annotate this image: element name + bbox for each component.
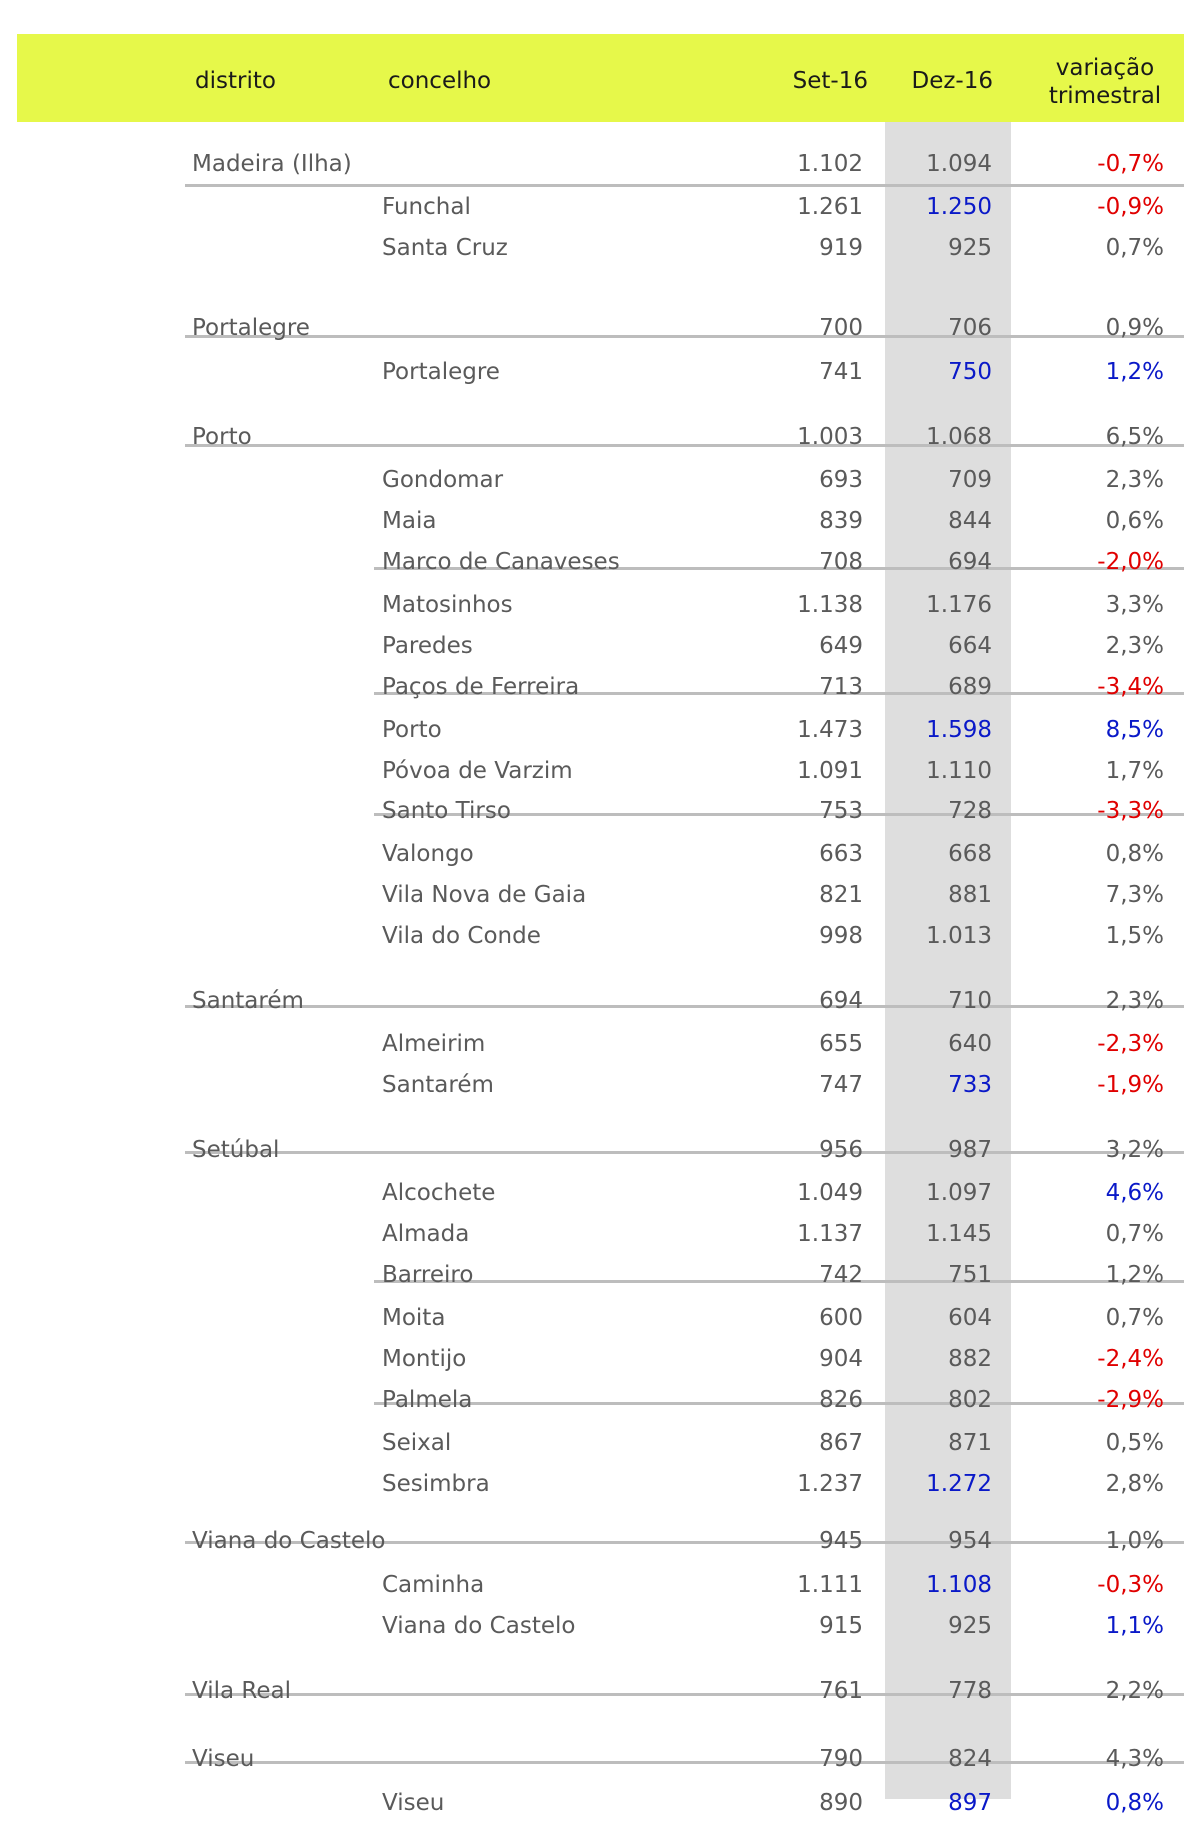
dez-16-cell: 604 (948, 1305, 992, 1331)
table-header (17, 34, 1184, 122)
set-16-cell: 904 (819, 1346, 863, 1372)
concelho-cell: Viana do Castelo (382, 1613, 576, 1639)
set-16-cell: 945 (819, 1528, 863, 1554)
dez-16-cell: 925 (948, 235, 992, 261)
variacao-cell: 8,5% (1105, 717, 1164, 743)
set-16-cell: 655 (819, 1031, 863, 1057)
dez-16-cell: 1.110 (926, 758, 992, 784)
table-row (0, 1256, 1200, 1296)
concelho-cell: Montijo (382, 1346, 467, 1372)
concelho-cell: Póvoa de Varzim (382, 758, 573, 784)
set-16-cell: 708 (819, 549, 863, 575)
table-row (0, 353, 1200, 393)
dez-16-cell: 1.272 (926, 1471, 992, 1497)
dez-16-cell: 954 (948, 1528, 992, 1554)
set-16-cell: 600 (819, 1305, 863, 1331)
dez-16-cell: 664 (948, 633, 992, 659)
distrito-cell: Viseu (192, 1746, 255, 1772)
variacao-cell: 1,2% (1105, 359, 1164, 385)
dez-16-cell: 987 (948, 1137, 992, 1163)
concelho-cell: Santarém (382, 1072, 494, 1098)
variacao-cell: 4,6% (1105, 1180, 1164, 1206)
set-16-cell: 753 (819, 798, 863, 824)
variacao-cell: 2,3% (1105, 633, 1164, 659)
set-16-cell: 826 (819, 1387, 863, 1413)
dez-16-cell: 881 (948, 882, 992, 908)
table-row (0, 876, 1200, 916)
concelho-cell: Gondomar (382, 467, 504, 493)
table-row (0, 917, 1200, 957)
variacao-cell: 1,7% (1105, 758, 1164, 784)
variacao-cell: 1,5% (1105, 923, 1164, 949)
dez-16-cell: 1.598 (926, 717, 992, 743)
variacao-cell: 2,3% (1105, 988, 1164, 1014)
set-16-cell: 663 (819, 841, 863, 867)
concelho-cell: Palmela (382, 1387, 473, 1413)
header-variacao-line1: variação (1055, 55, 1155, 81)
set-16-cell: 742 (819, 1262, 863, 1288)
distrito-cell: Setúbal (192, 1137, 280, 1163)
variacao-cell: 2,2% (1105, 1678, 1164, 1704)
table-row (0, 229, 1200, 269)
header-distrito: distrito (195, 68, 276, 94)
table-row (0, 792, 1200, 832)
variacao-cell: 4,3% (1105, 1746, 1164, 1772)
concelho-cell: Valongo (382, 841, 474, 867)
variacao-cell: 0,9% (1105, 315, 1164, 341)
set-16-cell: 1.102 (797, 151, 863, 177)
set-16-cell: 890 (819, 1790, 863, 1816)
set-16-cell: 1.237 (797, 1471, 863, 1497)
table-row (0, 982, 1200, 1022)
table-row (0, 1299, 1200, 1339)
dez-16-cell: 689 (948, 674, 992, 700)
table-row (0, 461, 1200, 501)
variacao-cell: 2,3% (1105, 467, 1164, 493)
variacao-cell: 7,3% (1105, 882, 1164, 908)
table-row (0, 188, 1200, 228)
variacao-cell: -1,9% (1097, 1072, 1164, 1098)
table-row (0, 1215, 1200, 1255)
variacao-cell: -2,9% (1097, 1387, 1164, 1413)
dez-16-cell: 1.094 (926, 151, 992, 177)
table-row (0, 1607, 1200, 1647)
table-row (0, 1672, 1200, 1712)
dez-16-cell: 1.068 (926, 424, 992, 450)
concelho-cell: Porto (382, 717, 442, 743)
table-row (0, 1174, 1200, 1214)
concelho-cell: Vila do Conde (382, 923, 541, 949)
table-row (0, 502, 1200, 542)
concelho-cell: Alcochete (382, 1180, 496, 1206)
set-16-cell: 821 (819, 882, 863, 908)
dez-16-cell: 925 (948, 1613, 992, 1639)
dez-16-cell: 897 (948, 1790, 992, 1816)
variacao-cell: 2,8% (1105, 1471, 1164, 1497)
variacao-cell: -2,4% (1097, 1346, 1164, 1372)
table-row (0, 1784, 1200, 1824)
header-dez-16: Dez-16 (911, 68, 993, 94)
table-row (0, 835, 1200, 875)
dez-16-cell: 1.145 (926, 1221, 992, 1247)
set-16-cell: 919 (819, 235, 863, 261)
variacao-cell: -3,4% (1097, 674, 1164, 700)
variacao-cell: 0,8% (1105, 841, 1164, 867)
table-row (0, 586, 1200, 626)
concelho-cell: Sesimbra (382, 1471, 490, 1497)
dez-16-cell: 706 (948, 315, 992, 341)
variacao-cell: 0,7% (1105, 235, 1164, 261)
concelho-cell: Moita (382, 1305, 446, 1331)
set-16-cell: 700 (819, 315, 863, 341)
dez-16-cell: 640 (948, 1031, 992, 1057)
set-16-cell: 790 (819, 1746, 863, 1772)
table-row (0, 1465, 1200, 1505)
header-concelho: concelho (388, 68, 492, 94)
table-row (0, 1025, 1200, 1065)
concelho-cell: Seixal (382, 1430, 452, 1456)
dez-16-cell: 871 (948, 1430, 992, 1456)
concelho-cell: Paços de Ferreira (382, 674, 580, 700)
dez-16-cell: 750 (948, 359, 992, 385)
distrito-cell: Viana do Castelo (192, 1528, 386, 1554)
concelho-cell: Vila Nova de Gaia (382, 882, 587, 908)
variacao-cell: -0,7% (1097, 151, 1164, 177)
concelho-cell: Caminha (382, 1572, 485, 1598)
header-set-16: Set-16 (792, 68, 868, 94)
variacao-cell: 1,0% (1105, 1528, 1164, 1554)
dez-16-cell: 694 (948, 549, 992, 575)
variacao-cell: 3,3% (1105, 592, 1164, 618)
set-16-cell: 693 (819, 467, 863, 493)
table-row (0, 1522, 1200, 1562)
set-16-cell: 867 (819, 1430, 863, 1456)
table-row (0, 1424, 1200, 1464)
concelho-cell: Maia (382, 508, 437, 534)
variacao-cell: 0,5% (1105, 1430, 1164, 1456)
dez-16-cell: 802 (948, 1387, 992, 1413)
distrito-cell: Santarém (192, 988, 304, 1014)
variacao-cell: -0,3% (1097, 1572, 1164, 1598)
set-16-cell: 998 (819, 923, 863, 949)
concelho-cell: Viseu (382, 1790, 445, 1816)
set-16-cell: 741 (819, 359, 863, 385)
concelho-cell: Santa Cruz (382, 235, 508, 261)
variacao-cell: 1,2% (1105, 1262, 1164, 1288)
set-16-cell: 839 (819, 508, 863, 534)
set-16-cell: 956 (819, 1137, 863, 1163)
dez-16-cell: 1.176 (926, 592, 992, 618)
dez-16-cell: 844 (948, 508, 992, 534)
dez-16-cell: 1.108 (926, 1572, 992, 1598)
concelho-cell: Marco de Canaveses (382, 549, 620, 575)
dez-16-cell: 733 (948, 1072, 992, 1098)
dez-16-cell: 728 (948, 798, 992, 824)
set-16-cell: 1.473 (797, 717, 863, 743)
set-16-cell: 1.137 (797, 1221, 863, 1247)
set-16-cell: 713 (819, 674, 863, 700)
variacao-cell: -3,3% (1097, 798, 1164, 824)
set-16-cell: 694 (819, 988, 863, 1014)
concelho-cell: Almada (382, 1221, 470, 1247)
table-row (0, 752, 1200, 792)
variacao-cell: -2,3% (1097, 1031, 1164, 1057)
set-16-cell: 747 (819, 1072, 863, 1098)
concelho-cell: Portalegre (382, 359, 500, 385)
dez-16-cell: 1.250 (926, 194, 992, 220)
dez-16-cell: 751 (948, 1262, 992, 1288)
dez-16-cell: 1.013 (926, 923, 992, 949)
distrito-cell: Portalegre (192, 315, 310, 341)
set-16-cell: 1.138 (797, 592, 863, 618)
set-16-cell: 1.261 (797, 194, 863, 220)
set-16-cell: 649 (819, 633, 863, 659)
dez-16-cell: 882 (948, 1346, 992, 1372)
table-row (0, 627, 1200, 667)
distrito-cell: Madeira (Ilha) (192, 151, 352, 177)
dez-16-cell: 1.097 (926, 1180, 992, 1206)
variacao-cell: 0,8% (1105, 1790, 1164, 1816)
table-row (0, 711, 1200, 751)
set-16-cell: 761 (819, 1678, 863, 1704)
concelho-cell: Funchal (382, 194, 471, 220)
table-row (0, 1566, 1200, 1606)
dez-16-cell: 709 (948, 467, 992, 493)
header-variacao-trimestral (1020, 54, 1190, 110)
table-row (0, 309, 1200, 349)
variacao-cell: -0,9% (1097, 194, 1164, 220)
table-row (0, 1381, 1200, 1421)
table-row (0, 1340, 1200, 1380)
dez-16-cell: 778 (948, 1678, 992, 1704)
variacao-cell: 0,7% (1105, 1305, 1164, 1331)
set-16-cell: 915 (819, 1613, 863, 1639)
header-variacao-line2: trimestral (1048, 83, 1162, 109)
table-row (0, 543, 1200, 583)
variacao-cell: 6,5% (1105, 424, 1164, 450)
variacao-cell: 1,1% (1105, 1613, 1164, 1639)
distrito-cell: Vila Real (192, 1678, 291, 1704)
concelho-cell: Santo Tirso (382, 798, 511, 824)
concelho-cell: Matosinhos (382, 592, 513, 618)
set-16-cell: 1.091 (797, 758, 863, 784)
set-16-cell: 1.003 (797, 424, 863, 450)
distrito-cell: Porto (192, 424, 252, 450)
concelho-cell: Barreiro (382, 1262, 474, 1288)
table-row (0, 145, 1200, 185)
table-row (0, 1740, 1200, 1780)
table-row (0, 668, 1200, 708)
dez-16-cell: 824 (948, 1746, 992, 1772)
set-16-cell: 1.049 (797, 1180, 863, 1206)
variacao-cell: 0,7% (1105, 1221, 1164, 1247)
variacao-cell: -2,0% (1097, 549, 1164, 575)
dez-16-cell: 710 (948, 988, 992, 1014)
dez-16-cell: 668 (948, 841, 992, 867)
table-row (0, 418, 1200, 458)
concelho-cell: Almeirim (382, 1031, 486, 1057)
set-16-cell: 1.111 (797, 1572, 863, 1598)
concelho-cell: Paredes (382, 633, 473, 659)
variacao-cell: 0,6% (1105, 508, 1164, 534)
table-row (0, 1131, 1200, 1171)
variacao-cell: 3,2% (1105, 1137, 1164, 1163)
table-row (0, 1066, 1200, 1106)
